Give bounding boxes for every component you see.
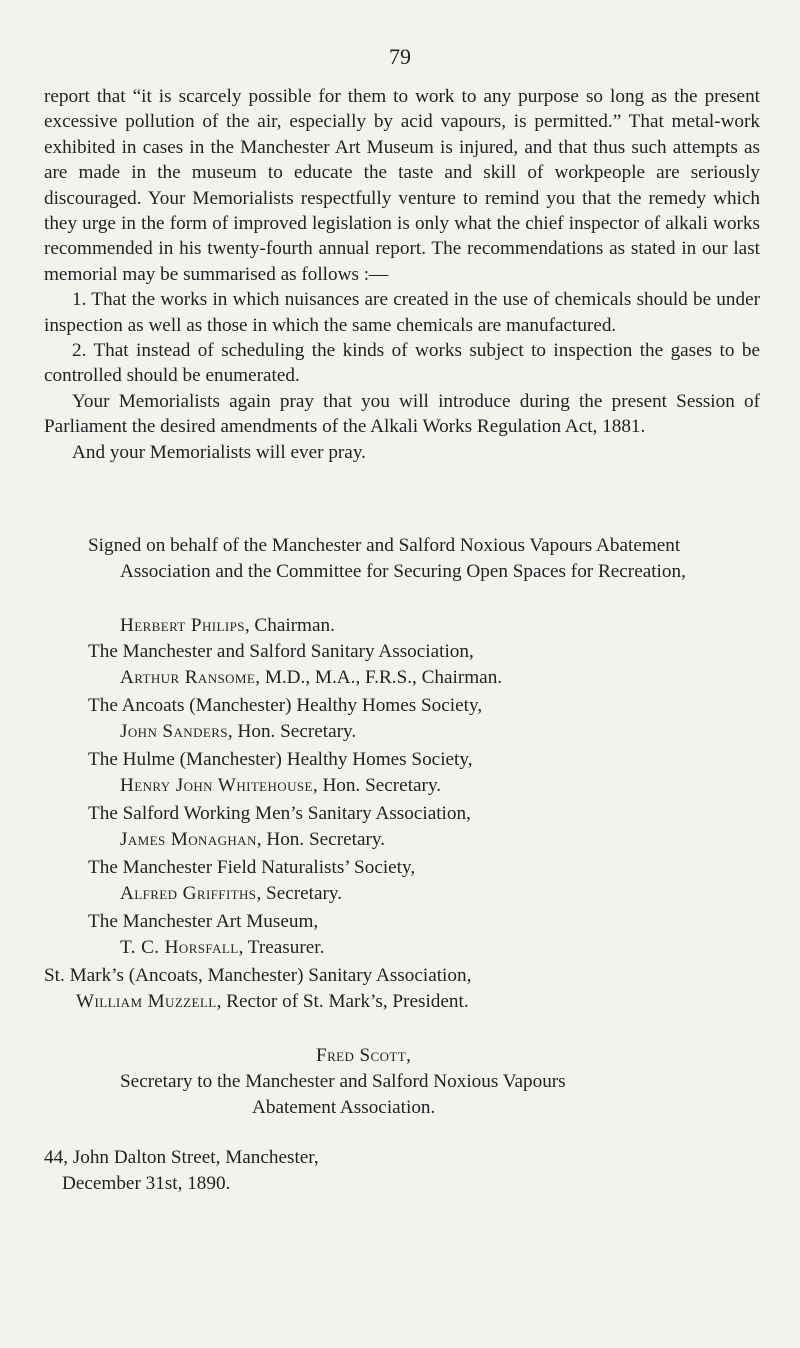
signatory-title: , Hon. Secretary. [227,721,357,742]
signatory-title: , Hon. Secretary. [312,775,442,796]
signatory-name: Arthur Ransome [120,667,256,688]
organization: The Salford Working Men’s Sanitary Association, [88,803,471,824]
address-street: 44, John Dalton Street, Manchester, [44,1147,319,1168]
prayer-paragraph: Your Memorialists again pray that you will introduce during the present Session of Parliament the desired amendments of the Alkali Works Regulation Act, 1881. [44,390,760,438]
signatory-name: T. C. Horsfall [120,937,239,958]
signatory [120,827,385,853]
address-date: December 31st, 1890. [62,1173,231,1194]
closing-line: And your Memorialists will ever pray. [72,441,366,463]
signatory-name: Henry John Whitehouse [120,775,313,796]
secretary-signatory: Fred Scott, [316,1045,411,1066]
page-number: 79 [389,44,411,69]
signatory-title: , Chairman. [244,615,335,636]
memorial-body [44,84,760,465]
recommendation-1: 1. That the works in which nuisances are created in the use of chemicals should be under inspection as well as those in which the same chemicals are manufactured. [44,289,760,336]
signatory-title: , Hon. Secretary. [256,829,385,850]
signatory [120,719,356,745]
signatory-name: Alfred Griffiths [120,883,257,904]
organization: St. Mark’s (Ancoats, Manchester) Sanitary Association, [44,965,472,986]
signatory [120,665,502,691]
secretary-title: Secretary to the Manchester and Salford Noxious Vapours [120,1071,566,1092]
signatory [120,613,335,639]
signature-intro: Signed on behalf of the Manchester and Salford Noxious Vapours Abatement Association and the Committee for Securing Open Spaces for Recreation, [88,535,686,582]
signatory [120,881,342,907]
organization: The Manchester Art Museum, [88,911,319,932]
signatory-title: , Treasurer. [238,937,325,958]
signatory-name: James Monaghan [120,829,257,850]
signatory [76,989,469,1015]
signatory-title: , Secretary. [256,883,343,904]
organization: The Manchester Field Naturalists’ Society, [88,857,416,878]
signatory-name: Herbert Philips [120,615,245,636]
signatory-name: Fred Scott [316,1045,407,1066]
signatory-name: John Sanders [120,721,228,742]
organization: The Hulme (Manchester) Healthy Homes Society, [88,749,473,770]
signatory-title: , M.D., M.A., F.R.S., Chairman. [255,667,503,688]
signatory [120,935,324,961]
paragraph: report that “it is scarcely possible for them to work to any purpose so long as the present excessive pollution of the air, especially by acid vapours, is permitted.” That metal-work exhibited in cases in the Manchester Art Museum is injured, and that thus such attempts as are made in the museum to educate the taste and skill of workpeople are seriously discouraged. Your Memorialists respectfully venture to remind you that the remedy which they urge in the form of improved legislation is only what the chief inspector of alkali works recommended in his twenty-fourth annual report. The recommendations as stated in our last memorial may be summarised as follows :— [44,86,760,285]
organization: The Ancoats (Manchester) Healthy Homes Society, [88,695,483,716]
recommendation-2: 2. That instead of scheduling the kinds of works subject to inspection the gases to be controlled should be enumerated. [44,340,760,387]
secretary-title-cont: Abatement Association. [252,1097,436,1118]
organization: The Manchester and Salford Sanitary Association, [88,641,474,662]
signatory [120,773,441,799]
signatory-title: , Rector of St. Mark’s, President. [216,991,469,1012]
signatory-name: William Muzzell [76,991,217,1012]
